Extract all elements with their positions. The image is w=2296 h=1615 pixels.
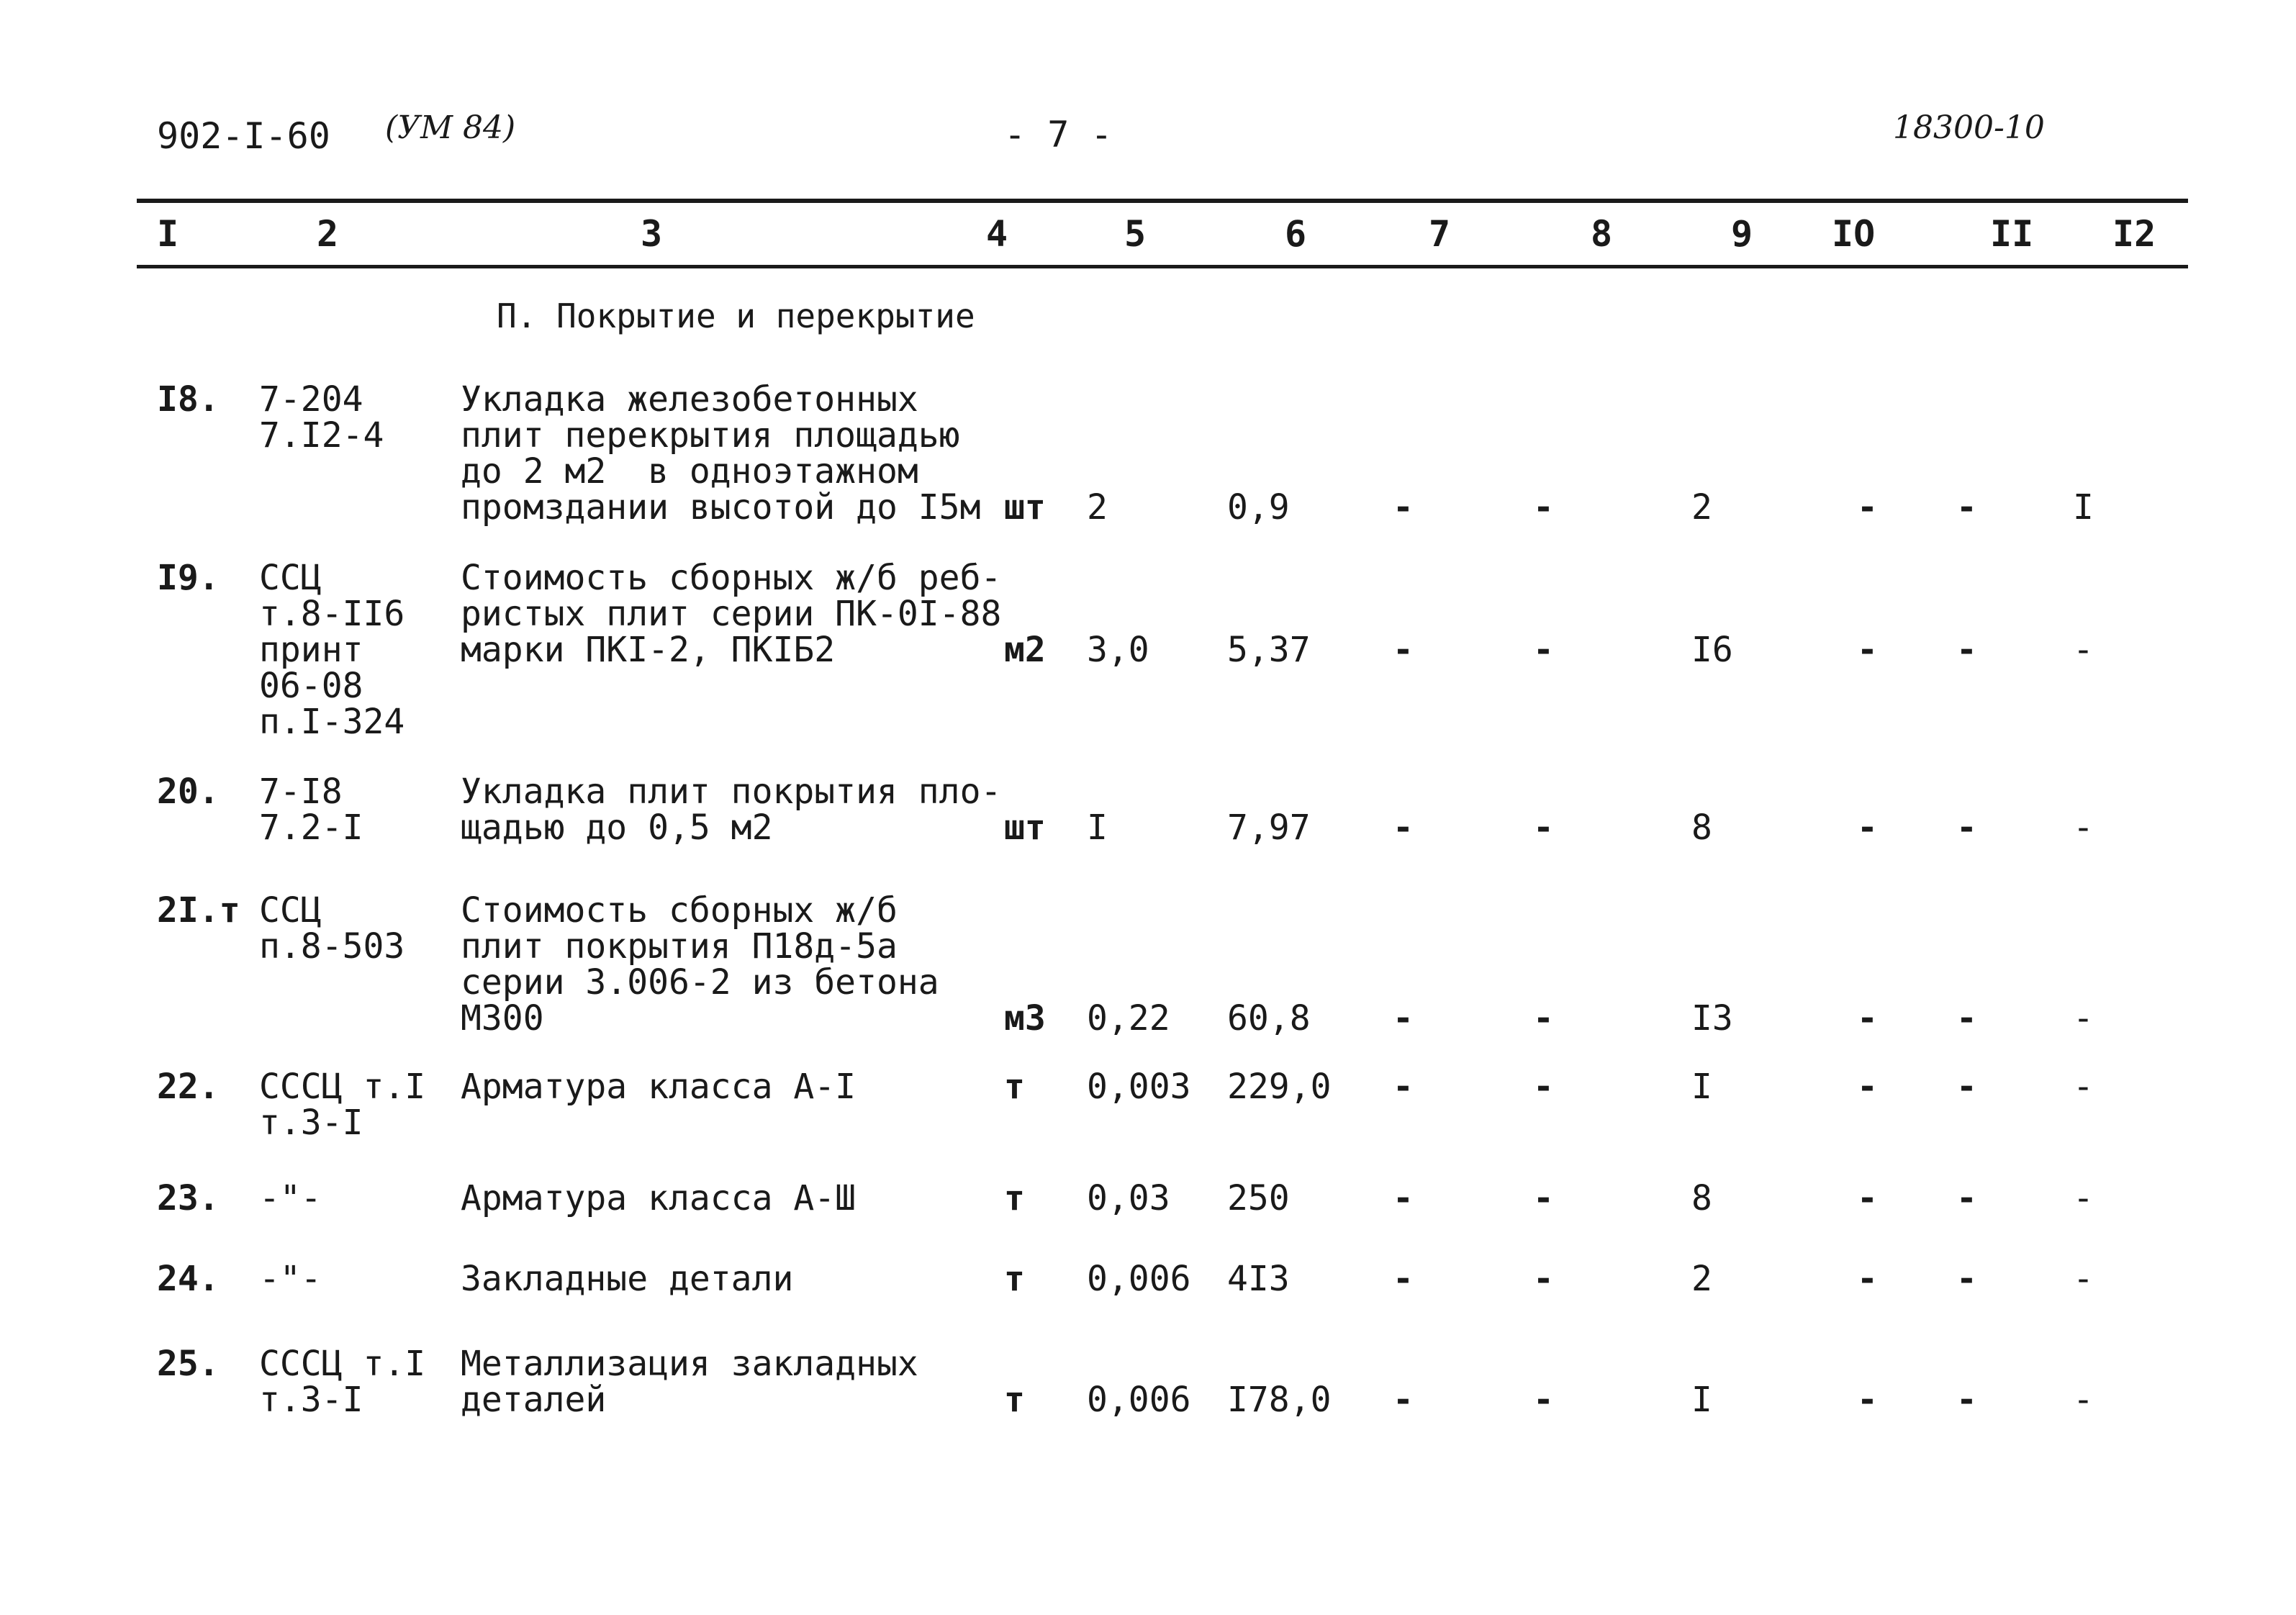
quantity: 3,0 <box>1087 630 1149 670</box>
col-10-value: - <box>1857 1178 1878 1218</box>
col-7-value: - <box>1393 1178 1414 1218</box>
col-11-value: - <box>1956 998 1977 1039</box>
col-11-value: - <box>1956 1259 1977 1299</box>
row-number: 25. <box>157 1344 220 1384</box>
quantity: 0,22 <box>1087 998 1170 1039</box>
work-description: плит покрытия П18д-5а <box>461 926 898 967</box>
col-10-value: - <box>1857 630 1878 670</box>
col-7-value: - <box>1393 487 1414 528</box>
column-number-12: I2 <box>2112 213 2156 255</box>
col-7-value: - <box>1393 1380 1414 1420</box>
unit-price: 5,37 <box>1227 630 1311 670</box>
col-7-value: - <box>1393 1067 1414 1107</box>
document-number: 18300-10 <box>1893 109 2045 146</box>
column-number-5: 5 <box>1124 213 1147 255</box>
column-number-2: 2 <box>317 213 339 255</box>
col-9-value: 2 <box>1691 1259 1712 1299</box>
top-rule <box>137 199 2188 203</box>
col-8-value: - <box>1533 1380 1554 1420</box>
col-12-value: - <box>2073 630 2094 670</box>
unit: шт <box>1004 487 1046 528</box>
col-10-value: - <box>1857 998 1878 1039</box>
row-number: 20. <box>157 772 220 812</box>
col-10-value: - <box>1857 1380 1878 1420</box>
work-description: Арматура класса А-Ш <box>461 1178 857 1218</box>
row-number: 22. <box>157 1067 220 1107</box>
col-7-value: - <box>1393 808 1414 848</box>
row-number: 23. <box>157 1178 220 1218</box>
col-12-value: - <box>2073 808 2094 848</box>
norm-code: 06-08 <box>259 666 363 706</box>
work-description: Укладка железобетонных <box>461 379 918 420</box>
col-9-value: I3 <box>1691 998 1733 1039</box>
unit-price: 0,9 <box>1227 487 1290 528</box>
col-10-value: - <box>1857 808 1878 848</box>
col-11-value: - <box>1956 808 1977 848</box>
work-description: ристых плит серии ПК-0I-88 <box>461 594 1002 634</box>
col-7-value: - <box>1393 630 1414 670</box>
col-8-value: - <box>1533 1178 1554 1218</box>
quantity: 2 <box>1087 487 1108 528</box>
norm-code: -"- <box>259 1178 322 1218</box>
row-number: 24. <box>157 1259 220 1299</box>
quantity: I <box>1087 808 1108 848</box>
unit: т <box>1004 1178 1025 1218</box>
col-11-value: - <box>1956 1067 1977 1107</box>
col-11-value: - <box>1956 630 1977 670</box>
norm-code: 7-204 <box>259 379 363 420</box>
col-12-value: - <box>2073 1259 2094 1299</box>
col-7-value: - <box>1393 998 1414 1039</box>
header-bottom-rule <box>137 265 2188 268</box>
quantity: 0,003 <box>1087 1067 1191 1107</box>
unit: шт <box>1004 808 1046 848</box>
norm-code: -"- <box>259 1259 322 1299</box>
col-8-value: - <box>1533 998 1554 1039</box>
unit-price: 250 <box>1227 1178 1290 1218</box>
work-description: Арматура класса А-I <box>461 1067 857 1107</box>
col-8-value: - <box>1533 1067 1554 1107</box>
unit-price: I78,0 <box>1227 1380 1332 1420</box>
unit-price: 7,97 <box>1227 808 1311 848</box>
work-description: плит перекрытия площадью <box>461 415 960 456</box>
col-9-value: I <box>1691 1067 1712 1107</box>
page-number: - 7 - <box>1004 114 1113 155</box>
work-description: Укладка плит покрытия пло- <box>461 772 1002 812</box>
norm-code: принт <box>259 630 363 670</box>
col-12-value: - <box>2073 1067 2094 1107</box>
col-12-value: - <box>2073 998 2094 1039</box>
col-9-value: I <box>1691 1380 1712 1420</box>
col-9-value: 8 <box>1691 808 1712 848</box>
row-number: I9. <box>157 558 220 598</box>
col-10-value: - <box>1857 1259 1878 1299</box>
section-title: П. Покрытие и перекрытие <box>497 297 975 335</box>
work-description: М300 <box>461 998 544 1039</box>
work-description: марки ПКI-2, ПКIБ2 <box>461 630 836 670</box>
norm-code: 7-I8 <box>259 772 343 812</box>
col-12-value: I <box>2073 487 2094 528</box>
col-8-value: - <box>1533 630 1554 670</box>
column-number-1: I <box>157 213 179 255</box>
col-10-value: - <box>1857 487 1878 528</box>
work-description: Металлизация закладных <box>461 1344 918 1384</box>
unit: м3 <box>1004 998 1046 1039</box>
norm-code: ССЦ <box>259 890 322 931</box>
work-description: Стоимость сборных ж/б реб- <box>461 558 1002 598</box>
col-8-value: - <box>1533 487 1554 528</box>
column-number-3: 3 <box>641 213 663 255</box>
work-description: Стоимость сборных ж/б <box>461 890 898 931</box>
col-11-value: - <box>1956 1380 1977 1420</box>
work-description: серии 3.006-2 из бетона <box>461 962 939 1003</box>
column-number-6: 6 <box>1285 213 1307 255</box>
document-code: 902-I-60 <box>157 115 330 157</box>
unit-price: 60,8 <box>1227 998 1311 1039</box>
column-number-11: II <box>1990 213 2034 255</box>
col-12-value: - <box>2073 1380 2094 1420</box>
col-9-value: 2 <box>1691 487 1712 528</box>
row-number: I8. <box>157 379 220 420</box>
unit: т <box>1004 1380 1025 1420</box>
norm-code: т.8-II6 <box>259 594 405 634</box>
column-number-7: 7 <box>1429 213 1451 255</box>
norm-code: п.I-324 <box>259 702 405 742</box>
unit-price: 229,0 <box>1227 1067 1332 1107</box>
quantity: 0,03 <box>1087 1178 1170 1218</box>
unit: т <box>1004 1259 1025 1299</box>
quantity: 0,006 <box>1087 1380 1191 1420</box>
work-description: щадью до 0,5 м2 <box>461 808 773 848</box>
column-number-4: 4 <box>986 213 1008 255</box>
column-number-8: 8 <box>1591 213 1613 255</box>
handwritten-note: (УМ 84) <box>385 109 516 146</box>
unit: м2 <box>1004 630 1046 670</box>
col-11-value: - <box>1956 487 1977 528</box>
unit-price: 4I3 <box>1227 1259 1290 1299</box>
col-8-value: - <box>1533 808 1554 848</box>
norm-code: 7.2-I <box>259 808 363 848</box>
col-9-value: I6 <box>1691 630 1733 670</box>
column-number-10: IO <box>1832 213 1876 255</box>
norm-code: СССЦ т.I <box>259 1067 426 1107</box>
norm-code: 7.I2-4 <box>259 415 384 456</box>
quantity: 0,006 <box>1087 1259 1191 1299</box>
column-number-9: 9 <box>1731 213 1753 255</box>
norm-code: п.8-503 <box>259 926 405 967</box>
work-description: промздании высотой до I5м <box>461 487 981 528</box>
norm-code: СССЦ т.I <box>259 1344 426 1384</box>
work-description: Закладные детали <box>461 1259 794 1299</box>
unit: т <box>1004 1067 1025 1107</box>
norm-code: ССЦ <box>259 558 322 598</box>
col-8-value: - <box>1533 1259 1554 1299</box>
col-11-value: - <box>1956 1178 1977 1218</box>
work-description: до 2 м2 в одноэтажном <box>461 451 918 492</box>
col-7-value: - <box>1393 1259 1414 1299</box>
work-description: деталей <box>461 1380 607 1420</box>
norm-code: т.3-I <box>259 1103 363 1143</box>
col-9-value: 8 <box>1691 1178 1712 1218</box>
col-10-value: - <box>1857 1067 1878 1107</box>
col-12-value: - <box>2073 1178 2094 1218</box>
norm-code: т.3-I <box>259 1380 363 1420</box>
row-number: 2I.т <box>157 890 240 931</box>
